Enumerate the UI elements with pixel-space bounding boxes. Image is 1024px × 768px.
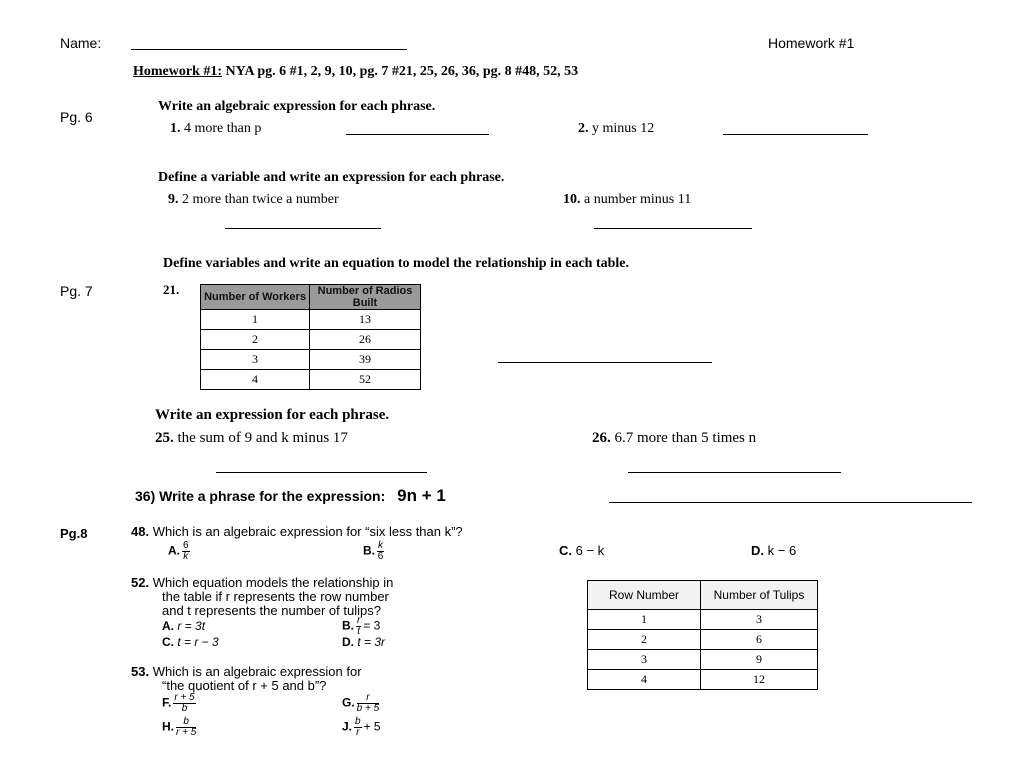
q21-answer-line[interactable] bbox=[498, 362, 712, 363]
q10-answer-line[interactable] bbox=[594, 228, 752, 229]
choice-text: 6 − k bbox=[575, 543, 605, 558]
q2-answer-line[interactable] bbox=[723, 134, 868, 135]
table-header: Number of Radios Built bbox=[310, 285, 421, 310]
choice-label: G. bbox=[342, 695, 355, 710]
table-row bbox=[201, 370, 421, 390]
table-cell: 1 bbox=[588, 610, 701, 630]
q1-answer-line[interactable] bbox=[346, 134, 489, 135]
q48-number: 48. bbox=[131, 524, 150, 539]
question-36 bbox=[135, 486, 446, 506]
q48-choice-d[interactable] bbox=[751, 543, 796, 558]
fraction-denominator: r bbox=[356, 727, 360, 738]
choice-text: t = r − 3 bbox=[177, 635, 219, 649]
table-cell: 2 bbox=[201, 330, 310, 350]
choice-label: J. bbox=[342, 719, 353, 734]
section2-instruction: Define a variable and write an expression for each phrase. bbox=[158, 170, 505, 185]
table-cell: 39 bbox=[310, 350, 421, 370]
question-9 bbox=[168, 192, 339, 208]
q48-choice-b[interactable] bbox=[363, 541, 386, 562]
name-answer-line[interactable] bbox=[131, 49, 407, 50]
choice-text: + 5 bbox=[363, 719, 381, 734]
choice-label: B. bbox=[342, 618, 354, 633]
q10-number: 10. bbox=[563, 192, 581, 207]
table-cell: 4 bbox=[588, 670, 701, 690]
fraction-numerator: r bbox=[357, 615, 361, 626]
table-row bbox=[201, 350, 421, 370]
q25-number: 25. bbox=[155, 430, 174, 446]
table-cell: 13 bbox=[310, 310, 421, 330]
section1-instruction: Write an algebraic expression for each phrase. bbox=[158, 99, 436, 114]
fraction-denominator: r + 5 bbox=[176, 727, 197, 738]
table-row bbox=[588, 650, 818, 670]
q21-number: 21. bbox=[163, 282, 180, 297]
q26-number: 26. bbox=[592, 430, 611, 446]
q52-table bbox=[587, 580, 818, 690]
table-header: Number of Workers bbox=[201, 285, 310, 310]
page-label-6: Pg. 6 bbox=[60, 109, 93, 125]
fraction-numerator: b bbox=[355, 716, 361, 727]
table-cell: 3 bbox=[701, 610, 818, 630]
table-cell: 52 bbox=[310, 370, 421, 390]
q25-text: the sum of 9 and k minus 17 bbox=[177, 430, 348, 446]
choice-text: t = 3r bbox=[357, 635, 386, 649]
q10-text: a number minus 11 bbox=[584, 192, 692, 207]
q52-choice-d[interactable] bbox=[342, 635, 385, 649]
page-label-8: Pg.8 bbox=[60, 526, 88, 541]
table-cell: 2 bbox=[588, 630, 701, 650]
name-label: Name: bbox=[60, 35, 102, 51]
fraction-denominator: b + 5 bbox=[356, 703, 380, 714]
q53-choice-f[interactable] bbox=[162, 693, 198, 714]
fraction-numerator: r + 5 bbox=[174, 692, 195, 703]
q26-text: 6.7 more than 5 times n bbox=[614, 430, 757, 446]
table-cell: 3 bbox=[588, 650, 701, 670]
q52-number: 52. bbox=[131, 575, 150, 590]
table-cell: 4 bbox=[201, 370, 310, 390]
q36-text: 36) Write a phrase for the expression: bbox=[135, 488, 386, 504]
section4-instruction: Write an expression for each phrase. bbox=[155, 407, 390, 423]
question-10 bbox=[563, 192, 691, 208]
fraction-numerator: 6 bbox=[183, 540, 189, 551]
q25-answer-line[interactable] bbox=[216, 472, 427, 473]
q53-choice-j[interactable] bbox=[342, 717, 381, 738]
q9-text: 2 more than twice a number bbox=[182, 192, 339, 207]
q52-choice-a[interactable] bbox=[162, 619, 205, 633]
fraction-denominator: b bbox=[181, 703, 188, 714]
fraction-numerator: r bbox=[357, 693, 380, 704]
q9-answer-line[interactable] bbox=[225, 228, 381, 229]
table-header-row bbox=[201, 285, 421, 310]
question-48 bbox=[131, 524, 463, 539]
q1-text: 4 more than p bbox=[184, 121, 262, 136]
q53-choice-h[interactable] bbox=[162, 717, 198, 738]
choice-text: = 3 bbox=[363, 618, 381, 633]
q52-line1: Which equation models the relationship in bbox=[152, 575, 394, 590]
choice-label: D. bbox=[342, 635, 354, 649]
fraction-numerator: k bbox=[378, 540, 383, 551]
choice-label: F. bbox=[162, 695, 172, 710]
fraction-denominator: 6 bbox=[377, 551, 384, 562]
choice-label: C. bbox=[559, 543, 572, 558]
q48-choice-a[interactable] bbox=[168, 541, 192, 562]
q52-choice-b[interactable] bbox=[342, 616, 380, 637]
fraction-numerator: b bbox=[176, 717, 196, 728]
q1-number: 1. bbox=[170, 121, 181, 136]
table-header-row bbox=[588, 581, 818, 610]
choice-label: C. bbox=[162, 635, 174, 649]
table-header: Row Number bbox=[588, 581, 701, 610]
question-53 bbox=[131, 665, 362, 693]
q36-answer-line[interactable] bbox=[609, 502, 972, 503]
choice-label: A. bbox=[162, 619, 174, 633]
table-cell: 12 bbox=[701, 670, 818, 690]
choice-label: B. bbox=[363, 543, 375, 558]
fraction-denominator: t bbox=[357, 626, 361, 637]
table-row bbox=[201, 330, 421, 350]
choice-text: r = 3t bbox=[177, 619, 206, 633]
table-cell: 9 bbox=[701, 650, 818, 670]
q21-table bbox=[200, 284, 421, 390]
fraction-denominator: k bbox=[183, 551, 189, 562]
q2-text: y minus 12 bbox=[592, 121, 655, 136]
table-row bbox=[588, 630, 818, 650]
choice-text: k − 6 bbox=[767, 543, 797, 558]
q36-expression: 9n + 1 bbox=[397, 486, 446, 505]
q53-number: 53. bbox=[131, 664, 150, 679]
question-52 bbox=[131, 576, 393, 618]
q52-line3: and t represents the number of tulips? bbox=[162, 603, 381, 618]
table-row bbox=[201, 310, 421, 330]
section3-instruction: Define variables and write an equation to model the relationship in each table. bbox=[163, 256, 630, 271]
q52-choice-c[interactable] bbox=[162, 635, 219, 649]
table-header: Number of Tulips bbox=[701, 581, 818, 610]
q48-text: Which is an algebraic expression for “six less than k”? bbox=[152, 524, 463, 539]
table-cell: 3 bbox=[201, 350, 310, 370]
table-cell: 6 bbox=[701, 630, 818, 650]
homework-tag: Homework #1 bbox=[768, 35, 855, 51]
assignment-prefix: Homework #1: bbox=[133, 64, 223, 79]
choice-label: A. bbox=[168, 543, 180, 558]
question-26 bbox=[592, 430, 756, 447]
q53-choice-g[interactable] bbox=[342, 693, 381, 714]
q53-line2: “the quotient of r + 5 and b”? bbox=[162, 678, 327, 693]
q26-answer-line[interactable] bbox=[628, 472, 841, 473]
page-label-7: Pg. 7 bbox=[60, 283, 93, 299]
question-1 bbox=[170, 121, 261, 137]
q52-line2: the table if r represents the row number bbox=[162, 589, 389, 604]
question-25 bbox=[155, 430, 348, 447]
table-row bbox=[588, 670, 818, 690]
q2-number: 2. bbox=[578, 121, 589, 136]
question-2 bbox=[578, 121, 654, 137]
table-cell: 26 bbox=[310, 330, 421, 350]
choice-label: H. bbox=[162, 719, 174, 734]
choice-label: D. bbox=[751, 543, 764, 558]
table-row bbox=[588, 610, 818, 630]
assignment-line bbox=[133, 64, 578, 80]
q53-line1: Which is an algebraic expression for bbox=[152, 664, 362, 679]
q9-number: 9. bbox=[168, 192, 179, 207]
table-cell: 1 bbox=[201, 310, 310, 330]
q48-choice-c[interactable] bbox=[559, 543, 604, 558]
assignment-text: NYA pg. 6 #1, 2, 9, 10, pg. 7 #21, 25, 26, 36, pg. 8 #48, 52, 53 bbox=[225, 64, 579, 79]
